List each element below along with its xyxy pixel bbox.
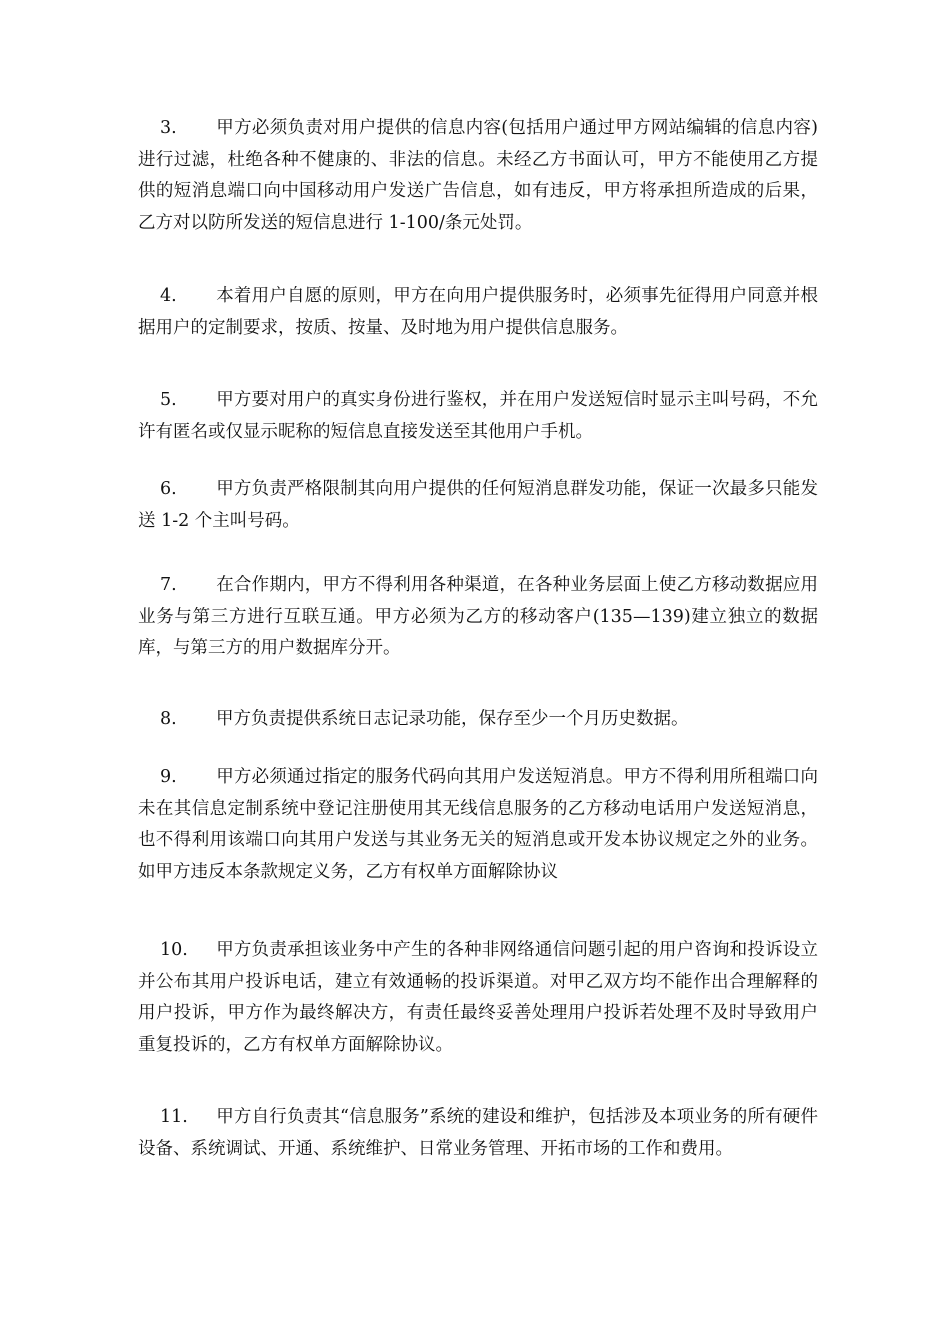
clause-number: 7. [160,575,177,595]
clause-5 [138,385,818,448]
clause-text: 在合作期内，甲方不得利用各种渠道，在各种业务层面上使乙方移动数据应用业务与第三方进行互联互通。甲方必须为乙方的移动客户(135—139)建立独立的数据库，与第三方的用户数据库分开。 [138,575,818,658]
clause-6 [138,474,818,537]
clause-number: 8. [160,709,177,729]
clause-number: 3. [160,118,177,138]
clause-10 [138,935,818,1061]
clause-7 [138,570,818,665]
clause-text: 甲方自行负责其“信息服务”系统的建设和维护，包括涉及本项业务的所有硬件设备、系统调试、开通、系统维护、日常业务管理、开拓市场的工作和费用。 [138,1107,818,1159]
clause-text: 本着用户自愿的原则，甲方在向用户提供服务时，必须事先征得用户同意并根据用户的定制要求，按质、按量、及时地为用户提供信息服务。 [138,286,818,338]
clause-8 [138,704,818,736]
clause-9 [138,762,818,888]
clause-number: 10. [160,940,188,960]
clause-3 [138,113,818,239]
clause-number: 5. [160,390,177,410]
clause-text: 甲方负责严格限制其向用户提供的任何短消息群发功能，保证一次最多只能发送 1-2 个主叫号码。 [138,479,818,531]
clause-11 [138,1102,818,1165]
clause-4 [138,281,818,344]
clause-number: 9. [160,767,177,787]
clause-text: 甲方负责承担该业务中产生的各种非网络通信问题引起的用户咨询和投诉设立并公布其用户投诉电话，建立有效通畅的投诉渠道。对甲乙双方均不能作出合理解释的用户投诉，甲方作为最终解决方，有责任最终妥善处理用户投诉若处理不及时导致用户重复投诉的，乙方有权单方面解除协议。 [138,940,818,1055]
clause-number: 11. [160,1107,188,1127]
clause-text: 甲方必须负责对用户提供的信息内容(包括用户通过甲方网站编辑的信息内容)进行过滤，杜绝各种不健康的、非法的信息。未经乙方书面认可，甲方不能使用乙方提供的短消息端口向中国移动用户发送广告信息，如有违反，甲方将承担所造成的后果，乙方对以防所发送的短信息进行 1-100/条元处罚。 [138,118,818,233]
clause-text: 甲方要对用户的真实身份进行鉴权，并在用户发送短信时显示主叫号码，不允许有匿名或仅显示昵称的短信息直接发送至其他用户手机。 [138,390,818,442]
clause-text: 甲方负责提供系统日志记录功能，保存至少一个月历史数据。 [216,709,689,729]
clause-number: 4. [160,286,177,306]
clause-number: 6. [160,479,177,499]
clause-text: 甲方必须通过指定的服务代码向其用户发送短消息。甲方不得利用所租端口向未在其信息定制系统中登记注册使用其无线信息服务的乙方移动电话用户发送短消息，也不得利用该端口向其用户发送与其业务无关的短消息或开发本协议规定之外的业务。如甲方违反本条款规定义务，乙方有权单方面解除协议 [138,767,818,882]
